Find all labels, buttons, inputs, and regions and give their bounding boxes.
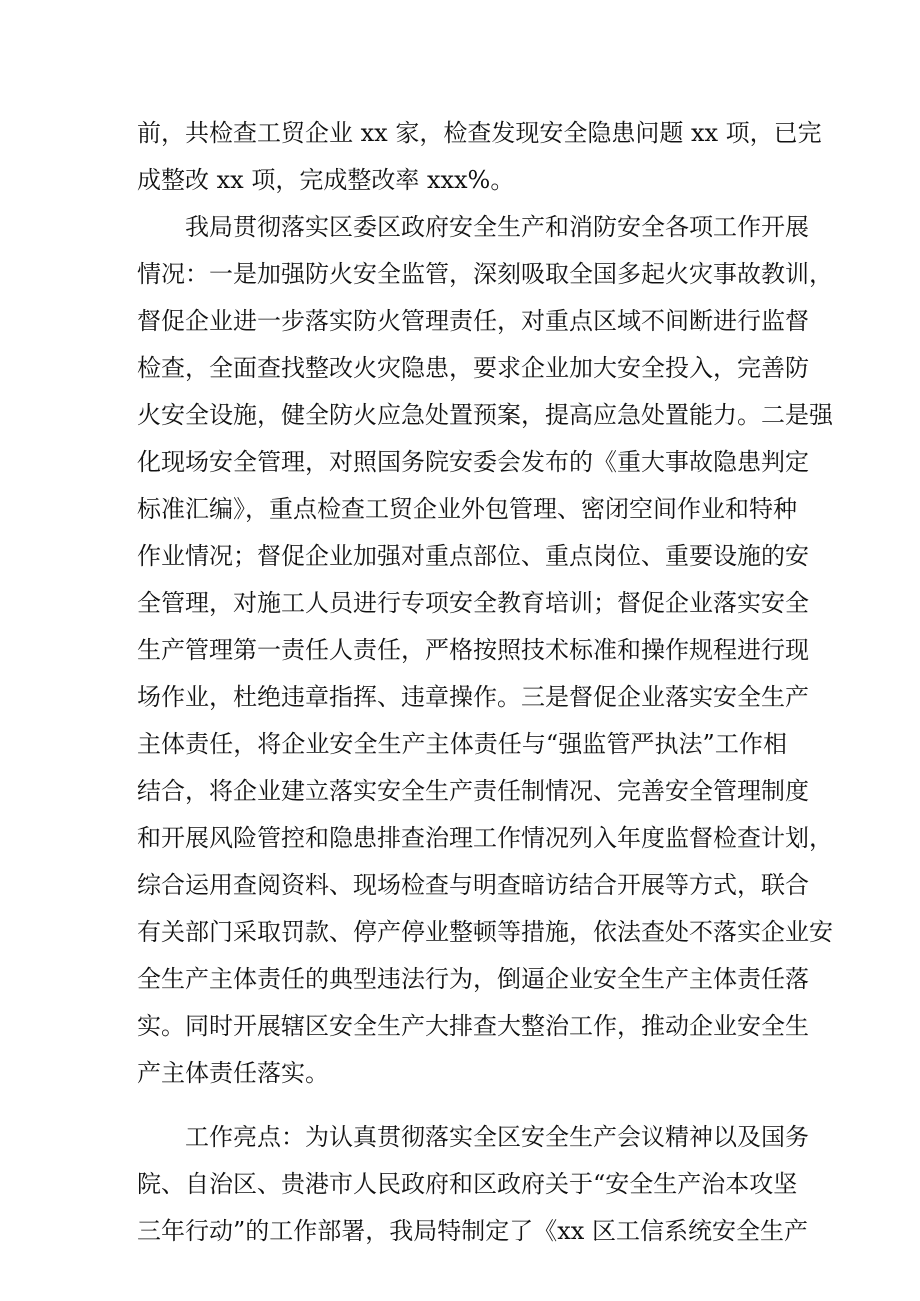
paragraph-line: 工作亮点：为认真贯彻落实全区安全生产会议精神以及国务 bbox=[185, 1123, 809, 1151]
paragraph-line: 院、自治区、贵港市人民政府和区政府关于“安全生产治本攻坚 bbox=[137, 1170, 798, 1198]
paragraph-line: 督促企业进一步落实防火管理责任，对重点区域不间断进行监督 bbox=[137, 307, 809, 335]
paragraph-line: 主体责任，将企业安全生产主体责任与“强监管严执法”工作相 bbox=[137, 730, 787, 758]
paragraph-line: 全生产主体责任的典型违法行为，倒逼企业安全生产主体责任落 bbox=[137, 965, 809, 993]
paragraph-line: 化现场安全管理，对照国务院安委会发布的《重大事故隐患判定 bbox=[137, 448, 809, 476]
paragraph-line: 产主体责任落实。 bbox=[137, 1059, 329, 1087]
paragraph-line: 我局贯彻落实区委区政府安全生产和消防安全各项工作开展 bbox=[185, 213, 809, 241]
paragraph-line: 三年行动”的工作部署，我局特制定了《xx 区工信系统安全生产 bbox=[137, 1217, 808, 1245]
paragraph-line: 和开展风险管控和隐患排查治理工作情况列入年度监督检查计划， bbox=[137, 824, 833, 852]
paragraph-line: 结合，将企业建立落实安全生产责任制情况、完善安全管理制度 bbox=[137, 777, 809, 805]
paragraph-line: 有关部门采取罚款、停产停业整顿等措施，依法查处不落实企业安 bbox=[137, 918, 833, 946]
paragraph-line: 生产管理第一责任人责任，严格按照技术标准和操作规程进行现 bbox=[137, 636, 809, 664]
paragraph-line: 标准汇编》，重点检查工贸企业外包管理、密闭空间作业和特种 bbox=[137, 495, 797, 523]
paragraph-line: 全管理，对施工人员进行专项安全教育培训；督促企业落实安全 bbox=[137, 589, 809, 617]
paragraph-line: 综合运用查阅资料、现场检查与明查暗访结合开展等方式，联合 bbox=[137, 871, 809, 899]
paragraph-line: 作业情况；督促企业加强对重点部位、重点岗位、重要设施的安 bbox=[137, 542, 809, 570]
paragraph-line: 情况：一是加强防火安全监管，深刻吸取全国多起火灾事故教训， bbox=[137, 260, 833, 288]
paragraph-line: 成整改 xx 项，完成整改率 xxx%。 bbox=[137, 166, 515, 194]
paragraph-line: 检查，全面查找整改火灾隐患，要求企业加大安全投入，完善防 bbox=[137, 354, 809, 382]
paragraph-line: 场作业，杜绝违章指挥、违章操作。三是督促企业落实安全生产 bbox=[137, 683, 809, 711]
paragraph-line: 前，共检查工贸企业 xx 家，检查发现安全隐患问题 xx 项，已完 bbox=[137, 119, 822, 147]
paragraph-line: 实。同时开展辖区安全生产大排查大整治工作，推动企业安全生 bbox=[137, 1012, 809, 1040]
paragraph-line: 火安全设施，健全防火应急处置预案，提高应急处置能力。二是强 bbox=[137, 401, 833, 429]
